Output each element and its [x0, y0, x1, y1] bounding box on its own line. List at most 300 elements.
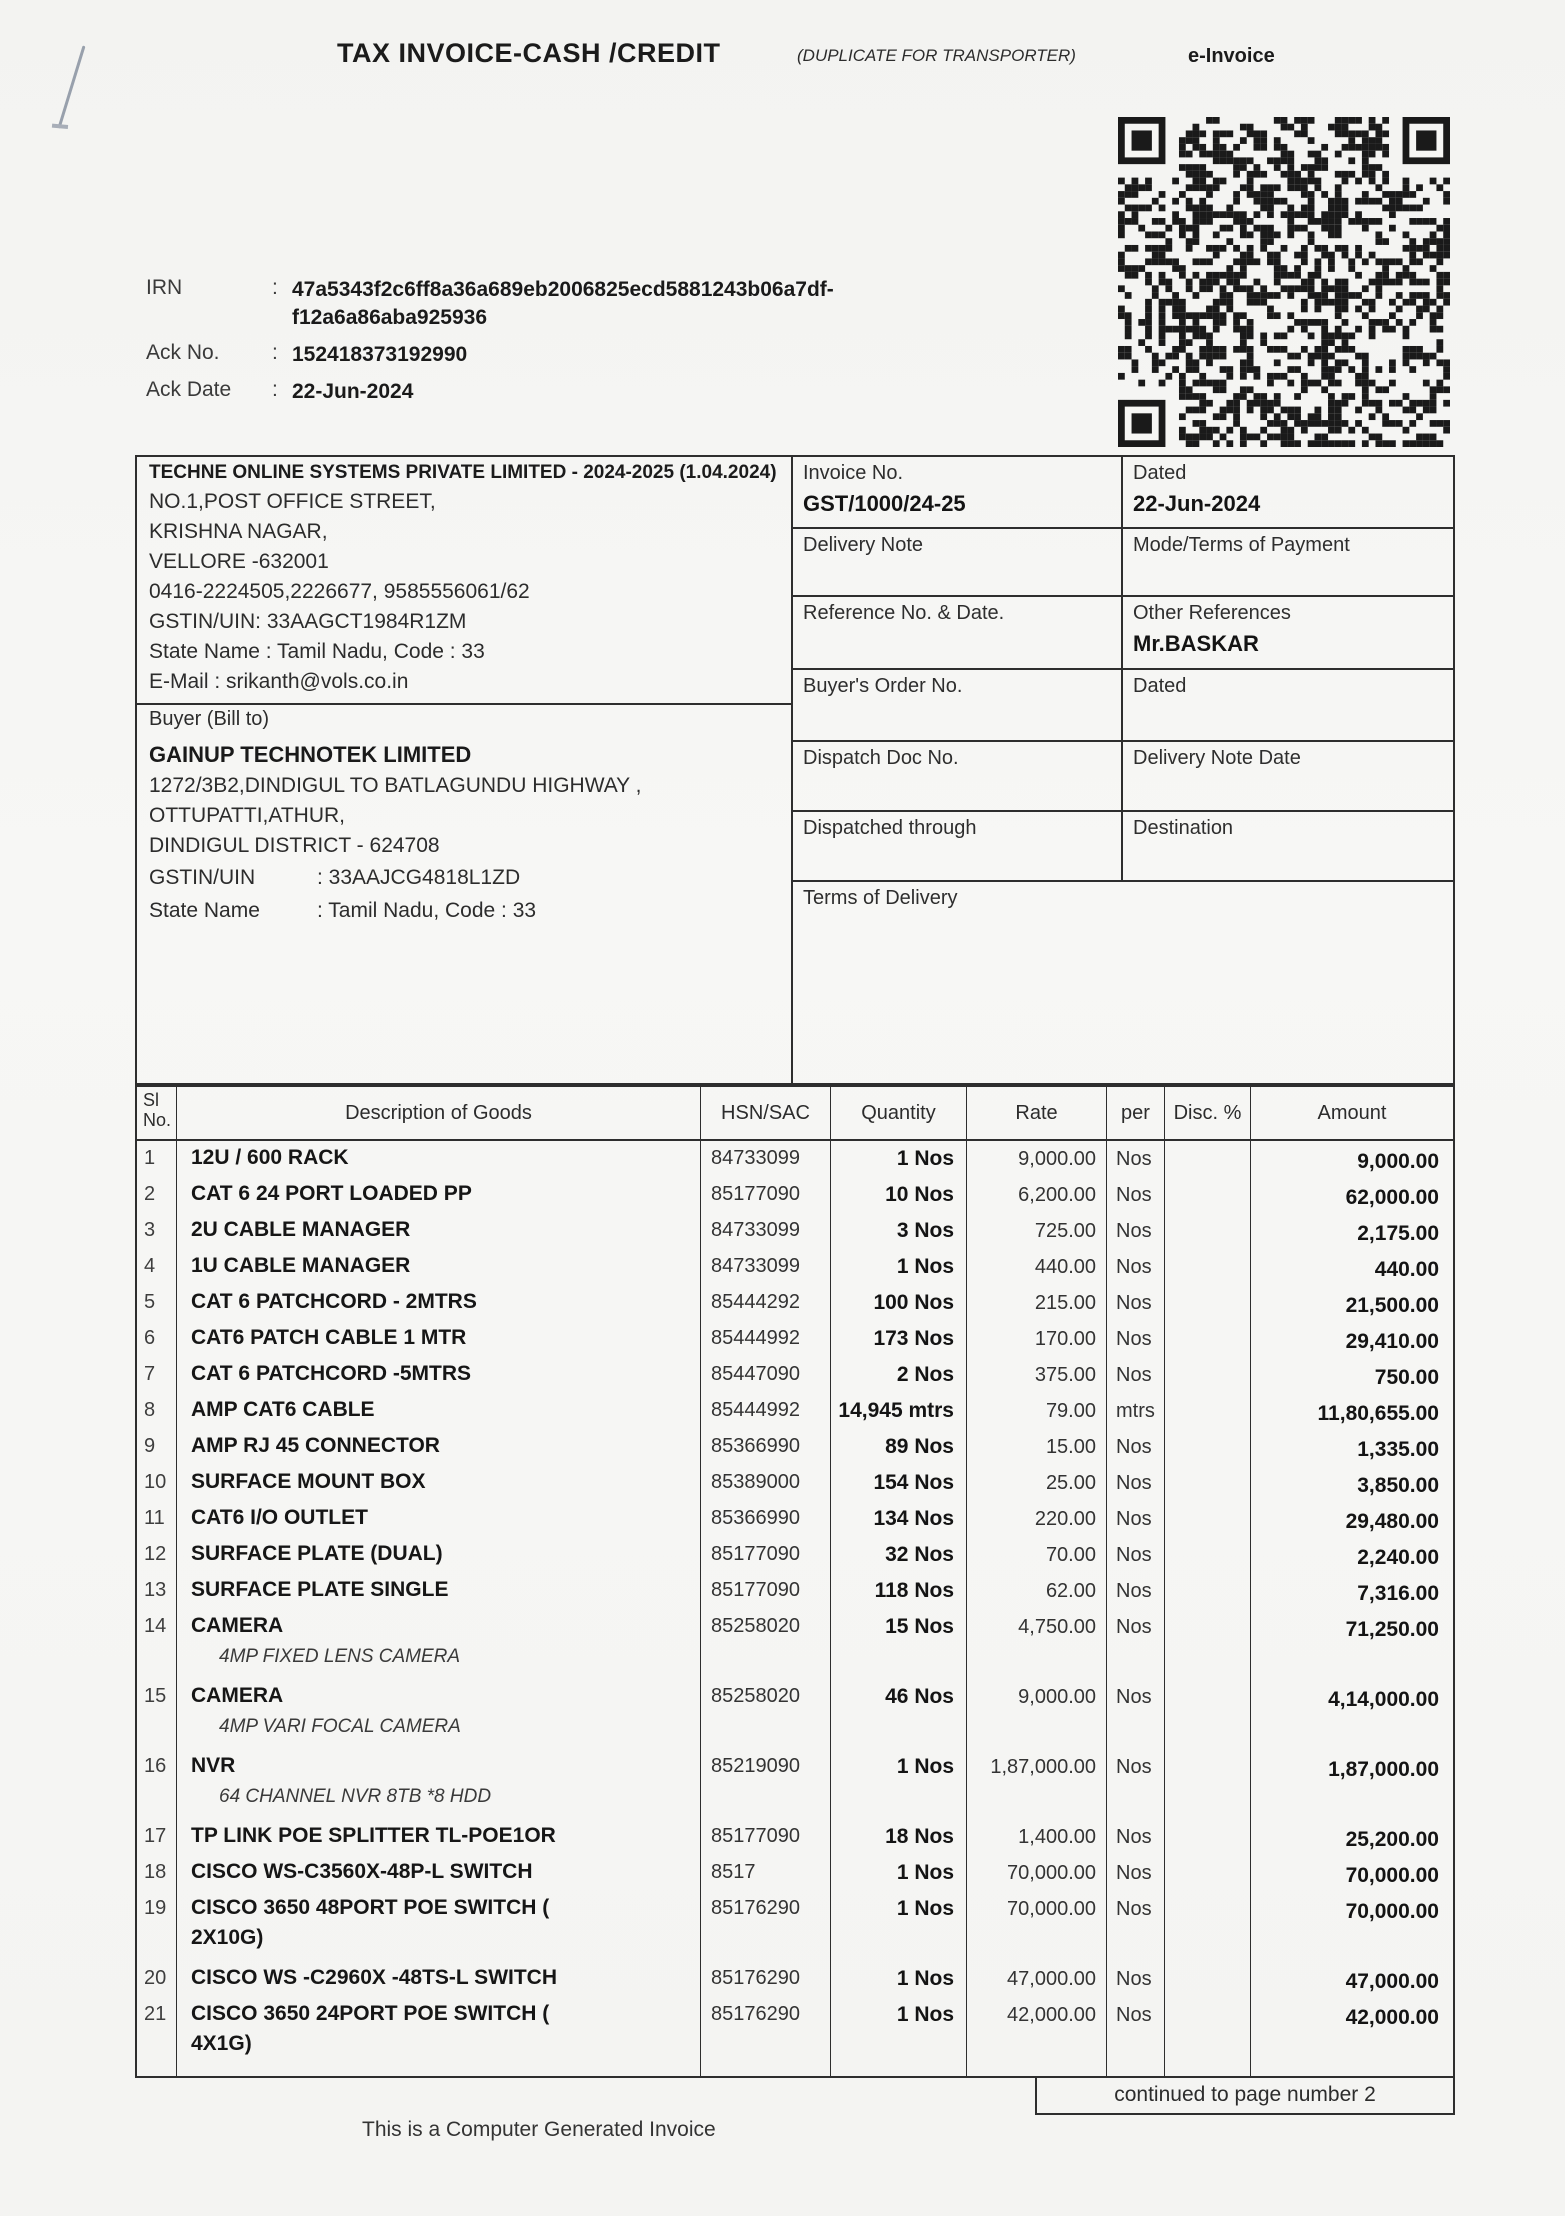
meta-row	[793, 670, 1453, 742]
item-discount	[1165, 1177, 1251, 1213]
item-hsn: 85258020	[701, 1679, 831, 1749]
separator: :	[272, 378, 278, 401]
item-amount: 2,175.00	[1357, 1222, 1439, 1245]
item-desc-line1: CAT6 PATCH CABLE 1 MTR	[191, 1326, 467, 1349]
item-description	[177, 1891, 701, 1961]
item-amount: 4,14,000.00	[1328, 1688, 1439, 1711]
item-rate: 9,000.00	[967, 1679, 1107, 1749]
buyer-gstin-label: GSTIN/UIN	[149, 866, 256, 889]
item-quantity: 18 Nos	[831, 1819, 967, 1855]
item-desc-line1: 12U / 600 RACK	[191, 1146, 349, 1169]
item-sl: 20	[137, 1961, 177, 1997]
table-row	[137, 1609, 1453, 1679]
item-description	[177, 1679, 701, 1749]
item-hsn: 85366990	[701, 1501, 831, 1537]
meta-label: Dated	[1133, 462, 1187, 484]
buyer-address	[149, 771, 783, 861]
item-per: Nos	[1107, 1749, 1165, 1819]
item-rate: 62.00	[967, 1573, 1107, 1609]
item-rate: 79.00	[967, 1393, 1107, 1429]
item-per: Nos	[1107, 1285, 1165, 1321]
item-hsn: 84733099	[701, 1249, 831, 1285]
meta-cell-left	[793, 742, 1123, 810]
item-per: Nos	[1107, 1141, 1165, 1177]
item-amount: 3,850.00	[1357, 1474, 1439, 1497]
meta-row	[793, 742, 1453, 812]
item-rate: 70.00	[967, 1537, 1107, 1573]
item-rate: 70,000.00	[967, 1891, 1107, 1961]
address-line: GSTIN/UIN: 33AAGCT1984R1ZM	[149, 610, 467, 633]
item-quantity: 32 Nos	[831, 1537, 967, 1573]
header-hsn: HSN/SAC	[701, 1087, 831, 1139]
item-desc-line2: 4X1G)	[191, 2032, 252, 2055]
item-discount	[1165, 1855, 1251, 1891]
address-line: DINDIGUL DISTRICT - 624708	[149, 834, 440, 857]
item-sl: 19	[137, 1891, 177, 1961]
item-per: Nos	[1107, 1855, 1165, 1891]
table-row	[137, 1961, 1453, 1997]
meta-label: Destination	[1133, 817, 1234, 839]
item-sl: 11	[137, 1501, 177, 1537]
item-rate: 25.00	[967, 1465, 1107, 1501]
separator: :	[272, 276, 278, 299]
item-quantity: 3 Nos	[831, 1213, 967, 1249]
meta-value: GST/1000/24-25	[803, 491, 966, 516]
computer-generated-note: This is a Computer Generated Invoice	[362, 2118, 716, 2141]
irn-label: IRN	[146, 276, 183, 299]
item-hsn: 85177090	[701, 1573, 831, 1609]
item-desc-line1: SURFACE MOUNT BOX	[191, 1470, 426, 1493]
buyer-state-label: State Name	[149, 899, 260, 922]
ack-no-row	[146, 341, 834, 369]
item-per: Nos	[1107, 1249, 1165, 1285]
item-quantity: 1 Nos	[831, 1141, 967, 1177]
item-sl: 15	[137, 1679, 177, 1749]
item-amount: 2,240.00	[1357, 1546, 1439, 1569]
ack-date-value: 22-Jun-2024	[292, 380, 414, 403]
meta-cell-right	[1123, 457, 1453, 527]
irn-value-line1: 47a5343f2c6ff8a36a689eb2006825ecd5881243b06a7df-	[292, 278, 834, 301]
meta-cell-right	[1123, 597, 1453, 668]
item-description	[177, 1285, 701, 1321]
meta-value: Mr.BASKAR	[1133, 631, 1259, 656]
item-discount	[1165, 1819, 1251, 1855]
item-per: Nos	[1107, 1961, 1165, 1997]
item-quantity: 100 Nos	[831, 1285, 967, 1321]
item-description	[177, 1609, 701, 1679]
item-description	[177, 1429, 701, 1465]
item-desc-line1: SURFACE PLATE SINGLE	[191, 1578, 449, 1601]
seller-name: TECHNE ONLINE SYSTEMS PRIVATE LIMITED - 2024-2025 (1.04.2024)	[149, 462, 777, 483]
item-description	[177, 1357, 701, 1393]
item-sl: 4	[137, 1249, 177, 1285]
item-desc-line1: TP LINK POE SPLITTER TL-POE1OR	[191, 1824, 556, 1847]
item-amount: 71,250.00	[1345, 1618, 1439, 1641]
item-sl: 14	[137, 1609, 177, 1679]
item-discount	[1165, 1429, 1251, 1465]
item-quantity: 134 Nos	[831, 1501, 967, 1537]
item-quantity: 1 Nos	[831, 1855, 967, 1891]
irn-row	[146, 276, 834, 332]
meta-label: Mode/Terms of Payment	[1133, 534, 1350, 556]
item-rate: 70,000.00	[967, 1855, 1107, 1891]
item-desc-line1: CISCO 3650 24PORT POE SWITCH (	[191, 2002, 550, 2025]
item-discount	[1165, 1891, 1251, 1961]
item-desc-line1: 1U CABLE MANAGER	[191, 1254, 411, 1277]
meta-cell-right	[1123, 670, 1453, 740]
item-per: Nos	[1107, 1501, 1165, 1537]
item-quantity: 2 Nos	[831, 1357, 967, 1393]
ack-date-label: Ack Date	[146, 378, 232, 401]
item-quantity: 1 Nos	[831, 1749, 967, 1819]
header-qty: Quantity	[831, 1087, 967, 1139]
meta-row	[793, 597, 1453, 670]
buyer-gstin-value: : 33AAJCG4818L1ZD	[317, 866, 521, 889]
item-quantity: 1 Nos	[831, 1891, 967, 1961]
irn-value	[292, 276, 834, 332]
page-title: TAX INVOICE-CASH /CREDIT	[337, 38, 721, 68]
buyer-gstin-row	[149, 861, 783, 894]
item-desc-subline: 4MP VARI FOCAL CAMERA	[219, 1716, 461, 1737]
meta-cell-right	[1123, 742, 1453, 810]
buyer-name: GAINUP TECHNOTEK LIMITED	[149, 742, 472, 767]
address-line: NO.1,POST OFFICE STREET,	[149, 490, 436, 513]
meta-label: Dated	[1133, 675, 1187, 697]
item-quantity: 14,945 mtrs	[831, 1393, 967, 1429]
table-row	[137, 1285, 1453, 1321]
table-row	[137, 1321, 1453, 1357]
meta-label: Reference No. & Date.	[803, 602, 1005, 624]
item-per: Nos	[1107, 1321, 1165, 1357]
item-amount: 440.00	[1374, 1258, 1439, 1281]
meta-cell-right	[1123, 812, 1453, 880]
item-desc-line1: CAT 6 PATCHCORD - 2MTRS	[191, 1290, 477, 1313]
table-row	[137, 1573, 1453, 1609]
meta-label: Dispatch Doc No.	[803, 747, 959, 769]
item-hsn: 85258020	[701, 1609, 831, 1679]
item-rate: 725.00	[967, 1213, 1107, 1249]
item-rate: 4,750.00	[967, 1609, 1107, 1679]
meta-pane	[793, 457, 1453, 1083]
address-line: State Name : Tamil Nadu, Code : 33	[149, 640, 485, 663]
item-desc-subline: 4MP FIXED LENS CAMERA	[219, 1646, 461, 1667]
item-amount: 29,480.00	[1345, 1510, 1439, 1533]
header-sl: Sl No.	[137, 1087, 177, 1139]
meta-row	[793, 812, 1453, 882]
meta-label: Other References	[1133, 602, 1291, 624]
item-desc-line1: CAMERA	[191, 1614, 284, 1637]
item-rate: 6,200.00	[967, 1177, 1107, 1213]
item-discount	[1165, 1609, 1251, 1679]
item-rate: 9,000.00	[967, 1141, 1107, 1177]
table-row	[137, 1429, 1453, 1465]
table-row	[137, 1997, 1453, 2067]
item-hsn: 85177090	[701, 1177, 831, 1213]
item-quantity: 1 Nos	[831, 1961, 967, 1997]
address-line: 0416-2224505,2226677, 9585556061/62	[149, 580, 530, 603]
item-desc-line1: 2U CABLE MANAGER	[191, 1218, 411, 1241]
item-rate: 47,000.00	[967, 1961, 1107, 1997]
meta-row	[793, 529, 1453, 597]
item-sl: 10	[137, 1465, 177, 1501]
table-row	[137, 1537, 1453, 1573]
item-sl: 5	[137, 1285, 177, 1321]
item-amount: 25,200.00	[1345, 1828, 1439, 1851]
item-quantity: 154 Nos	[831, 1465, 967, 1501]
item-rate: 440.00	[967, 1249, 1107, 1285]
item-amount: 1,335.00	[1357, 1438, 1439, 1461]
table-row	[137, 1393, 1453, 1429]
item-per: Nos	[1107, 1997, 1165, 2067]
table-row	[137, 1177, 1453, 1213]
item-description	[177, 1177, 701, 1213]
item-hsn: 85176290	[701, 1891, 831, 1961]
buyer-block	[137, 705, 791, 1083]
separator: :	[272, 341, 278, 364]
item-description	[177, 1997, 701, 2067]
terms-of-delivery-label: Terms of Delivery	[803, 887, 958, 909]
item-description	[177, 1855, 701, 1891]
item-description	[177, 1573, 701, 1609]
item-discount	[1165, 1393, 1251, 1429]
item-hsn: 85219090	[701, 1749, 831, 1819]
item-amount: 9,000.00	[1357, 1150, 1439, 1173]
table-row	[137, 1213, 1453, 1249]
item-quantity: 15 Nos	[831, 1609, 967, 1679]
item-desc-line1: CAMERA	[191, 1684, 284, 1707]
item-hsn: 85447090	[701, 1357, 831, 1393]
meta-cell-left	[793, 529, 1123, 595]
table-row	[137, 1465, 1453, 1501]
item-sl: 6	[137, 1321, 177, 1357]
table-row	[137, 1501, 1453, 1537]
item-description	[177, 1749, 701, 1819]
item-discount	[1165, 1357, 1251, 1393]
address-line: 1272/3B2,DINDIGUL TO BATLAGUNDU HIGHWAY ,	[149, 774, 642, 797]
buyer-state-value: : Tamil Nadu, Code : 33	[317, 899, 537, 922]
item-quantity: 173 Nos	[831, 1321, 967, 1357]
items-table	[135, 1085, 1455, 2078]
ack-no-label: Ack No.	[146, 341, 220, 364]
item-description	[177, 1819, 701, 1855]
table-row	[137, 1749, 1453, 1819]
ack-date-row	[146, 378, 834, 406]
item-per: Nos	[1107, 1819, 1165, 1855]
item-discount	[1165, 1465, 1251, 1501]
item-discount	[1165, 1501, 1251, 1537]
item-per: Nos	[1107, 1573, 1165, 1609]
item-per: Nos	[1107, 1213, 1165, 1249]
item-amount: 42,000.00	[1345, 2006, 1439, 2029]
item-desc-line1: SURFACE PLATE (DUAL)	[191, 1542, 443, 1565]
item-sl: 18	[137, 1855, 177, 1891]
page-subtitle: (DUPLICATE FOR TRANSPORTER)	[797, 46, 1076, 65]
header-amount: Amount	[1317, 1101, 1387, 1124]
item-quantity: 46 Nos	[831, 1679, 967, 1749]
address-line: OTTUPATTI,ATHUR,	[149, 804, 345, 827]
item-quantity: 89 Nos	[831, 1429, 967, 1465]
item-amount: 29,410.00	[1345, 1330, 1439, 1353]
einvoice-label: e-Invoice	[1188, 45, 1275, 67]
item-amount: 750.00	[1374, 1366, 1439, 1389]
table-row	[137, 1819, 1453, 1855]
address-line: E-Mail : srikanth@vols.co.in	[149, 670, 409, 693]
item-desc-line1: CISCO WS -C2960X -48TS-L SWITCH	[191, 1966, 558, 1989]
item-rate: 215.00	[967, 1285, 1107, 1321]
buyer-state-row	[149, 894, 783, 927]
header-rate: Rate	[967, 1087, 1107, 1139]
item-per: Nos	[1107, 1609, 1165, 1679]
item-amount: 7,316.00	[1357, 1582, 1439, 1605]
item-description	[177, 1321, 701, 1357]
table-row	[137, 1357, 1453, 1393]
item-rate: 170.00	[967, 1321, 1107, 1357]
item-amount: 70,000.00	[1345, 1900, 1439, 1923]
item-discount	[1165, 1141, 1251, 1177]
item-sl: 9	[137, 1429, 177, 1465]
item-sl: 21	[137, 1997, 177, 2067]
header-per: per	[1107, 1087, 1165, 1139]
seller-address	[149, 487, 783, 697]
item-sl: 16	[137, 1749, 177, 1819]
buyer-section-label: Buyer (Bill to)	[149, 708, 270, 730]
item-discount	[1165, 1249, 1251, 1285]
item-description	[177, 1501, 701, 1537]
item-hsn: 85176290	[701, 1997, 831, 2067]
item-desc-line1: AMP RJ 45 CONNECTOR	[191, 1434, 440, 1457]
item-sl: 1	[137, 1141, 177, 1177]
item-sl: 12	[137, 1537, 177, 1573]
item-sl: 17	[137, 1819, 177, 1855]
address-line: VELLORE -632001	[149, 550, 329, 573]
item-per: Nos	[1107, 1429, 1165, 1465]
item-discount	[1165, 1749, 1251, 1819]
item-discount	[1165, 1537, 1251, 1573]
table-row	[137, 1855, 1453, 1891]
item-rate: 42,000.00	[967, 1997, 1107, 2067]
item-per: Nos	[1107, 1891, 1165, 1961]
item-discount	[1165, 1213, 1251, 1249]
address-line: KRISHNA NAGAR,	[149, 520, 328, 543]
irn-block	[146, 276, 834, 415]
item-rate: 15.00	[967, 1429, 1107, 1465]
item-amount: 70,000.00	[1345, 1864, 1439, 1887]
items-table-header	[137, 1087, 1453, 1141]
item-amount: 62,000.00	[1345, 1186, 1439, 1209]
item-sl: 3	[137, 1213, 177, 1249]
irn-value-line2: f12a6a86aba925936	[292, 306, 488, 329]
item-hsn: 85444292	[701, 1285, 831, 1321]
meta-cell-left	[793, 670, 1123, 740]
item-discount	[1165, 1321, 1251, 1357]
item-amount: 1,87,000.00	[1328, 1758, 1439, 1781]
item-desc-line1: CAT 6 24 PORT LOADED PP	[191, 1182, 472, 1205]
item-per: Nos	[1107, 1679, 1165, 1749]
item-description	[177, 1961, 701, 1997]
item-hsn: 85177090	[701, 1537, 831, 1573]
parties-pane	[137, 457, 793, 1083]
meta-row	[793, 457, 1453, 529]
item-hsn: 85176290	[701, 1961, 831, 1997]
item-sl: 8	[137, 1393, 177, 1429]
item-quantity: 10 Nos	[831, 1177, 967, 1213]
item-sl: 2	[137, 1177, 177, 1213]
continued-note: continued to page number 2	[1035, 2077, 1455, 2115]
item-rate: 1,87,000.00	[967, 1749, 1107, 1819]
meta-label: Delivery Note Date	[1133, 747, 1301, 769]
item-desc-subline: 64 CHANNEL NVR 8TB *8 HDD	[219, 1786, 492, 1807]
item-description	[177, 1213, 701, 1249]
item-desc-line1: AMP CAT6 CABLE	[191, 1398, 375, 1421]
item-sl: 7	[137, 1357, 177, 1393]
item-per: Nos	[1107, 1177, 1165, 1213]
item-per: Nos	[1107, 1537, 1165, 1573]
header-disc: Disc. %	[1165, 1087, 1251, 1139]
item-discount	[1165, 1285, 1251, 1321]
item-description	[177, 1393, 701, 1429]
item-quantity: 1 Nos	[831, 1249, 967, 1285]
item-hsn: 8517	[701, 1855, 831, 1891]
table-row	[137, 1679, 1453, 1749]
item-discount	[1165, 1997, 1251, 2067]
item-hsn: 85389000	[701, 1465, 831, 1501]
item-hsn: 85444992	[701, 1393, 831, 1429]
ack-no-value: 152418373192990	[292, 343, 468, 366]
meta-cell-left	[793, 812, 1123, 880]
meta-value: 22-Jun-2024	[1133, 491, 1261, 516]
table-row	[137, 1249, 1453, 1285]
item-description	[177, 1465, 701, 1501]
item-description	[177, 1537, 701, 1573]
item-quantity: 1 Nos	[831, 1997, 967, 2067]
item-hsn: 84733099	[701, 1213, 831, 1249]
item-rate: 1,400.00	[967, 1819, 1107, 1855]
item-desc-line1: NVR	[191, 1754, 236, 1777]
item-desc-line1: CAT6 I/O OUTLET	[191, 1506, 368, 1529]
item-discount	[1165, 1679, 1251, 1749]
qr-code	[1118, 117, 1450, 447]
item-rate: 375.00	[967, 1357, 1107, 1393]
item-hsn: 85366990	[701, 1429, 831, 1465]
item-rate: 220.00	[967, 1501, 1107, 1537]
item-discount	[1165, 1573, 1251, 1609]
item-hsn: 85444992	[701, 1321, 831, 1357]
item-quantity: 118 Nos	[831, 1573, 967, 1609]
header-desc: Description of Goods	[177, 1087, 701, 1139]
meta-label: Invoice No.	[803, 462, 904, 484]
pen-mark	[57, 45, 85, 128]
item-sl: 13	[137, 1573, 177, 1609]
item-amount: 47,000.00	[1345, 1970, 1439, 1993]
meta-label: Buyer's Order No.	[803, 675, 963, 697]
item-per: Nos	[1107, 1465, 1165, 1501]
item-per: Nos	[1107, 1357, 1165, 1393]
parties-and-meta-box	[135, 455, 1455, 1085]
meta-cell-right	[1123, 529, 1453, 595]
item-desc-line2: 2X10G)	[191, 1926, 264, 1949]
item-per: mtrs	[1107, 1393, 1165, 1429]
items-table-body	[137, 1141, 1453, 2076]
meta-cell-left	[793, 457, 1123, 527]
item-desc-line1: CISCO 3650 48PORT POE SWITCH (	[191, 1896, 550, 1919]
item-discount	[1165, 1961, 1251, 1997]
meta-label: Dispatched through	[803, 817, 977, 839]
seller-block	[137, 457, 791, 705]
item-description	[177, 1249, 701, 1285]
item-amount: 11,80,655.00	[1317, 1402, 1439, 1425]
table-row	[137, 1141, 1453, 1177]
meta-cell-left	[793, 597, 1123, 668]
